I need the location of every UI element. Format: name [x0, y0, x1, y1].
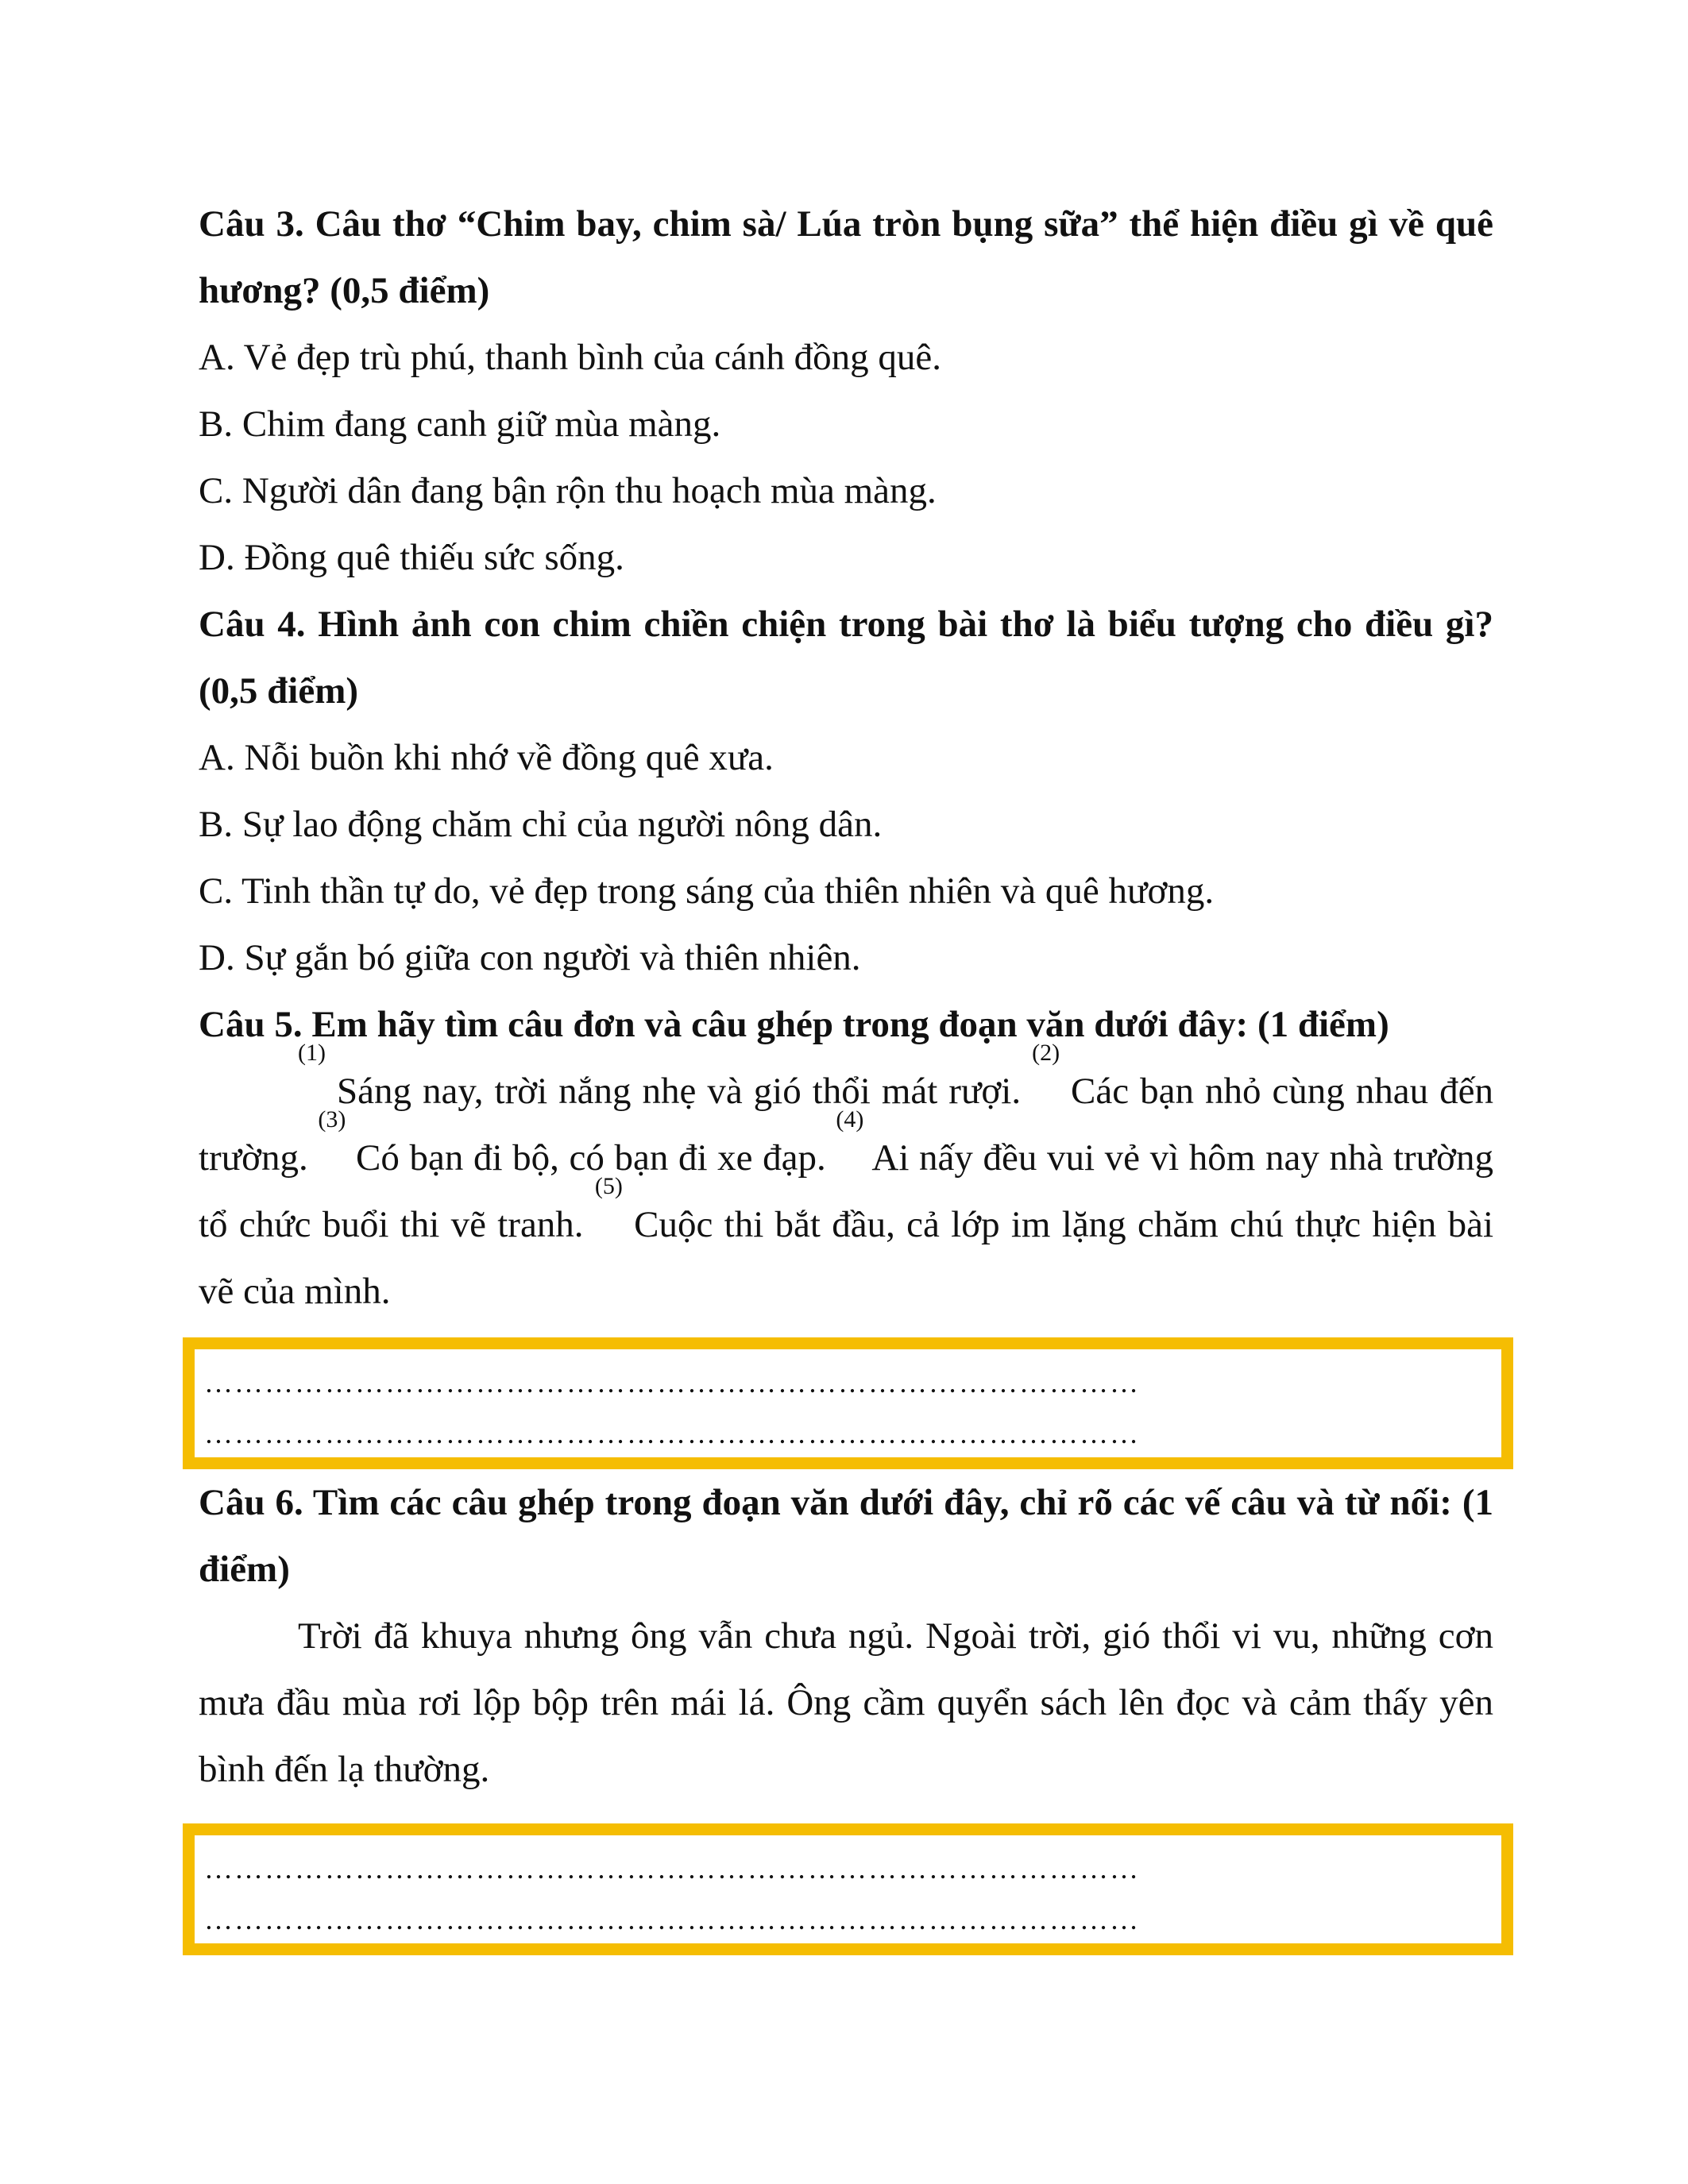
question-3-option-c: C. Người dân đang bận rộn thu hoạch mùa màng. [199, 470, 937, 511]
question-6 [199, 1469, 1493, 1955]
sentence-text: Các bạn nhỏ cùng nhau đến trường. [199, 1071, 1494, 1179]
answer-line[interactable]: ………………………………………………………………………………… [204, 1904, 1140, 1935]
question-6-title: Câu 6. Tìm các câu ghép trong đoạn văn dưới đây, chỉ rõ các vế câu và từ nối: (1 điểm) [199, 1482, 1493, 1590]
sentence-marker: (3) [318, 1106, 346, 1133]
question-5-paragraph [199, 1040, 1494, 1325]
sentence-text: Cuộc thi bắt đầu, cả lớp im lặng chăm chú thực hiện bài vẽ của mình. [199, 1204, 1494, 1312]
question-3-option-b: B. Chim đang canh giữ mùa màng. [199, 403, 721, 445]
question-5 [199, 991, 1493, 1469]
answer-line[interactable]: ………………………………………………………………………………… [204, 1367, 1140, 1399]
sentence-text: Sáng nay, trời nắng nhẹ và gió thổi mát rượi. [325, 1071, 1033, 1112]
answer-line[interactable]: ………………………………………………………………………………… [204, 1418, 1140, 1449]
sentence-text: Ai nấy đều vui vẻ vì hôm nay nhà trường tổ chức buổi thi vẽ tranh. [199, 1137, 1493, 1245]
sentence-marker: (2) [1032, 1040, 1060, 1066]
sentence-text: Có bạn đi bộ, có bạn đi xe đạp. [346, 1137, 836, 1179]
answer-box-question-5[interactable] [183, 1337, 1513, 1469]
question-6-paragraph: Trời đã khuya nhưng ông vẫn chưa ngủ. Ngoài trời, gió thổi vi vu, những cơn mưa đầu mùa rơi lộp bộp trên mái lá. Ông cầm quyển sách lên đọc và cảm thấy yên bình đến lạ thường. [199, 1615, 1493, 1790]
question-4-title: Câu 4. Hình ảnh con chim chiền chiện trong bài thơ là biểu tượng cho điều gì? (0,5 điểm) [199, 604, 1493, 712]
question-3-option-a: A. Vẻ đẹp trù phú, thanh bình của cánh đồng quê. [199, 337, 941, 378]
sentence-marker: (5) [594, 1173, 623, 1199]
question-4-option-c: C. Tinh thần tự do, vẻ đẹp trong sáng của thiên nhiên và quê hương. [199, 870, 1215, 912]
sentence-marker: (4) [836, 1106, 864, 1133]
sentence-marker: (1) [298, 1040, 326, 1066]
question-4-option-a: A. Nỗi buồn khi nhớ về đồng quê xưa. [199, 737, 774, 778]
answer-line[interactable]: ………………………………………………………………………………… [204, 1853, 1140, 1885]
question-4-option-b: B. Sự lao động chăm chỉ của người nông dân. [199, 804, 883, 845]
answer-box-question-6[interactable] [183, 1823, 1513, 1955]
question-5-title: Câu 5. Em hãy tìm câu đơn và câu ghép trong đoạn văn dưới đây: (1 điểm) [199, 1004, 1389, 1045]
question-3-option-d: D. Đồng quê thiếu sức sống. [199, 537, 624, 578]
question-4 [199, 591, 1493, 991]
question-4-option-d: D. Sự gắn bó giữa con người và thiên nhiên. [199, 937, 861, 978]
worksheet-content [199, 191, 1493, 1955]
question-3 [199, 191, 1493, 591]
question-3-title: Câu 3. Câu thơ “Chim bay, chim sà/ Lúa tròn bụng sữa” thể hiện điều gì về quê hương? (0,5 điểm) [199, 203, 1493, 311]
